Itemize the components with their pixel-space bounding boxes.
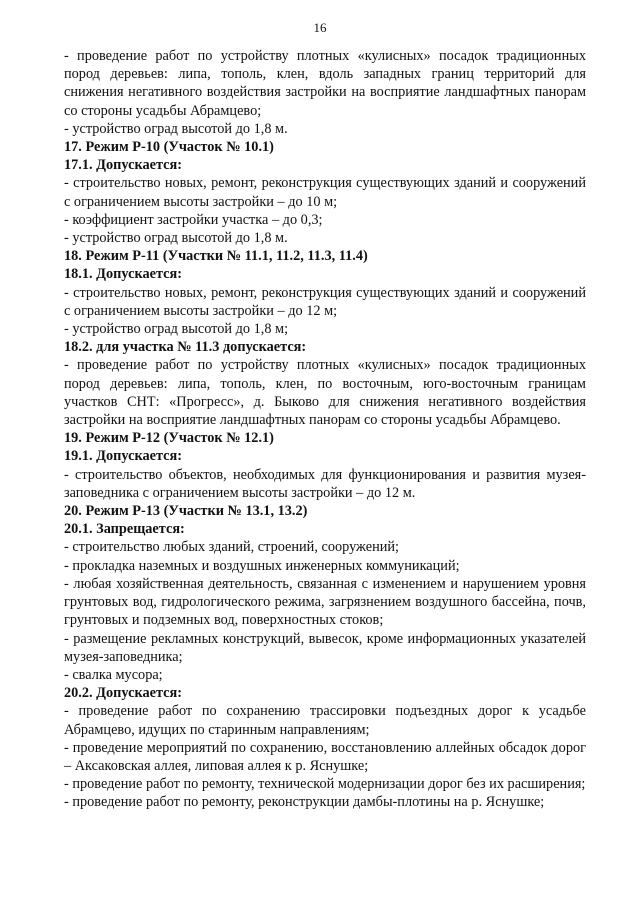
section-heading: 18.2. для участка № 11.3 допускается: (64, 339, 307, 356)
section-heading: 20. Режим Р-13 (Участки № 13.1, 13.2) (64, 503, 308, 520)
paragraph: - свалка мусора; (64, 666, 163, 683)
section-heading: 20.1. Запрещается: (64, 521, 185, 538)
section-heading: 19. Режим Р-12 (Участок № 12.1) (64, 430, 274, 447)
paragraph: - строительство любых зданий, строений, сооружений; (64, 539, 400, 556)
paragraph: - прокладка наземных и воздушных инженерных коммуникаций; (64, 557, 460, 574)
paragraph: - проведение работ по ремонту, технической модернизации дорог без их расширения; (64, 776, 586, 793)
section-heading: 20.2. Допускается: (64, 685, 182, 702)
paragraph: - проведение работ по устройству плотных «кулисных» посадок традиционных пород деревьев: липа, тополь, клен, по восточным, юго-восточным границам участков СНТ: «Прогресс», д. Быково для снижения негативного воздействия застройки на восприятие ландшафтных панорам со стороны усадьбы Абрамцево. (64, 357, 586, 429)
paragraph: - устройство оград высотой до 1,8 м. (64, 120, 288, 137)
paragraph: - устройство оград высотой до 1,8 м. (64, 230, 288, 247)
section-heading: 17. Режим Р-10 (Участок № 10.1) (64, 139, 274, 156)
document-body (64, 47, 586, 812)
paragraph: - строительство объектов, необходимых для функционирования и развития музея-заповедника с ограничением высоты застройки – до 12 м. (64, 466, 586, 501)
page-number: 16 (313, 20, 327, 35)
paragraph: - строительство новых, ремонт, реконструкция существующих зданий и сооружений с ограничением высоты застройки – до 12 м; (64, 284, 586, 319)
paragraph: - проведение мероприятий по сохранению, восстановлению аллейных обсадок дорог – Аксаковская аллея, липовая аллея к р. Яснушке; (64, 739, 586, 774)
paragraph: - строительство новых, ремонт, реконструкция существующих зданий и сооружений с ограничением высоты застройки – до 10 м; (64, 175, 586, 210)
paragraph: - любая хозяйственная деятельность, связанная с изменением и нарушением уровня грунтовых вод, гидрологического режима, загрязнением воздушного бассейна, почв, грунтовых и подземных вод, поверхностных стоков; (64, 575, 586, 629)
paragraph: - устройство оград высотой до 1,8 м; (64, 321, 289, 338)
paragraph: - проведение работ по сохранению трассировки подъездных дорог к усадьбе Абрамцево, идущих по старинным направлениям; (64, 703, 586, 738)
paragraph: - размещение рекламных конструкций, вывесок, кроме информационных указателей музея-заповедника; (64, 630, 586, 665)
section-heading: 17.1. Допускается: (64, 157, 182, 174)
paragraph: - коэффициент застройки участка – до 0,3; (64, 211, 323, 228)
paragraph: - проведение работ по ремонту, реконструкции дамбы-плотины на р. Яснушке; (64, 794, 545, 811)
paragraph: - проведение работ по устройству плотных «кулисных» посадок традиционных пород деревьев: липа, тополь, клен, вдоль западных границ территорий для снижения негативного воздействия застройки на восприятие ландшафтных панорам со стороны усадьбы Абрамцево; (64, 48, 586, 119)
section-heading: 19.1. Допускается: (64, 448, 182, 465)
section-heading: 18. Режим Р-11 (Участки № 11.1, 11.2, 11.3, 11.4) (64, 248, 368, 265)
section-heading: 18.1. Допускается: (64, 266, 182, 283)
